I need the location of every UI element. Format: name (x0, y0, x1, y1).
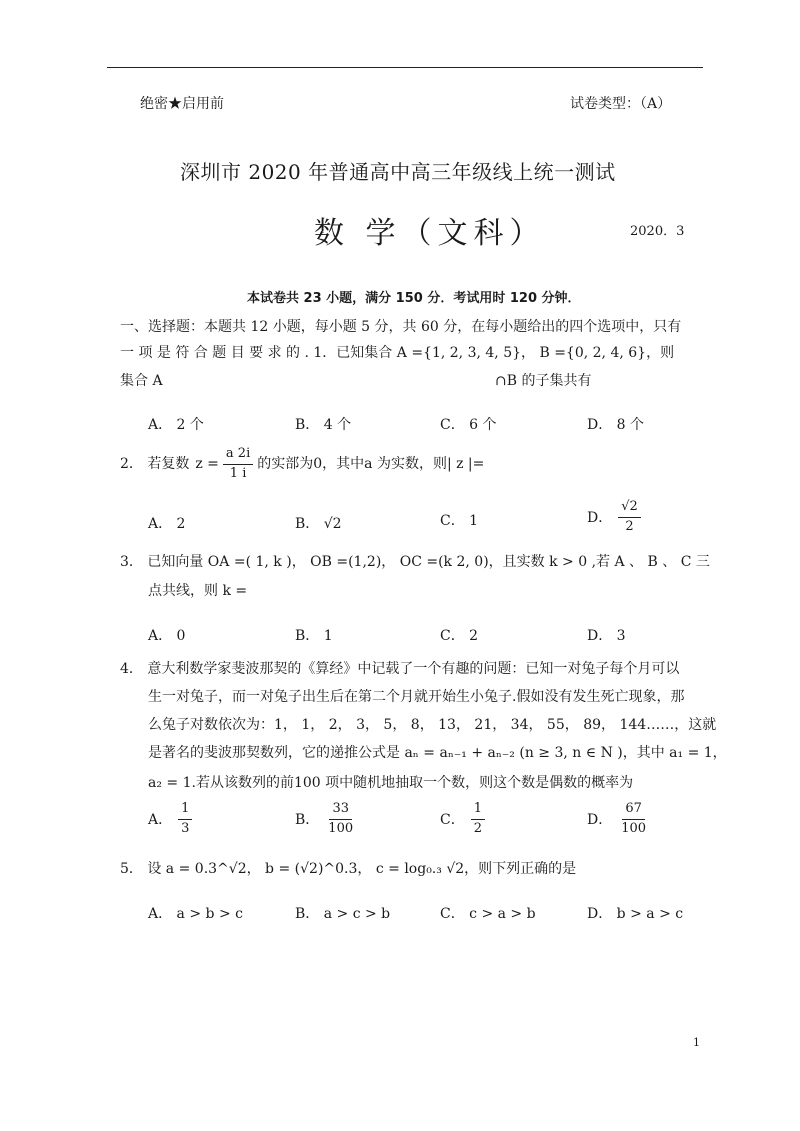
q3-option-a: A． 0 (148, 628, 186, 644)
q4-option-d-num: 67 (622, 802, 645, 820)
q4-option-d-den: 100 (621, 820, 647, 836)
header-rule (107, 67, 703, 68)
q2-suffix: 的实部为0，其中a 为实数，则| z |= (257, 456, 485, 473)
q2-option-d-fraction (618, 500, 641, 535)
q4-line4: 是著名的斐波那契数列，它的递推公式是 aₙ = aₙ₋₁ + aₙ₋₂ (n ≥ 3, n ∈ N )，其中 a₁ = 1， (148, 745, 727, 761)
q4-option-d-fraction (618, 802, 649, 837)
q2-option-d-label: D． (587, 510, 613, 527)
q5-option-b: B． a > c > b (295, 906, 391, 922)
confidential-label: 绝密★启用前 (140, 96, 224, 112)
q4-option-a-den: 3 (181, 820, 190, 836)
q4-line2: 生一对兔子，而一对兔子出生后在第二个月就开始生小兔子.假如没有发生死亡现象，那 (148, 689, 685, 705)
q2-fraction (223, 447, 253, 482)
q2-stem (120, 447, 484, 482)
q2-option-d-den: 2 (625, 518, 634, 534)
q4-option-c-label: C． (440, 812, 465, 829)
q4-option-a (148, 802, 192, 837)
q3-option-b: B． 1 (295, 628, 333, 644)
q4-option-b (295, 802, 356, 837)
subject-title: 数 学（文科） (314, 216, 546, 251)
q2-option-d-num: √2 (618, 500, 641, 518)
q1-option-d: D． 8 个 (587, 417, 645, 433)
q5-option-c: C． c > a > b (440, 906, 536, 922)
q1-line3a: 集合 A (120, 373, 163, 389)
q2-prefix: 2． 若复数 (120, 456, 190, 473)
paper-type-label: 试卷类型：（A） (570, 96, 672, 112)
q4-option-b-num: 33 (329, 802, 352, 820)
q4-option-a-label: A． (148, 812, 173, 829)
q1-option-c: C． 6 个 (440, 417, 497, 433)
q4-option-c (440, 802, 485, 837)
exam-title: 深圳市 2020 年普通高中高三年级线上统一测试 (180, 160, 616, 184)
q4-line5: a₂ = 1.若从该数列的前100 项中随机地抽取一个数，则这个数是偶数的概率为 (148, 775, 634, 791)
q3-option-c: C． 2 (440, 628, 479, 644)
q4-option-a-fraction (178, 802, 192, 837)
q1-line3b: ∩B 的子集共有 (495, 373, 592, 389)
q5-line1: 5． 设 a = 0.3^√2， b = (√2)^0.3， c = log₀.₃ √2，则下列正确的是 (120, 861, 577, 877)
q4-option-b-den: 100 (328, 820, 354, 836)
q4-option-d-label: D． (587, 812, 613, 829)
q2-z: z = (195, 456, 219, 473)
exam-intro: 本试卷共 23 小题，满分 150 分．考试用时 120 分钟． (247, 291, 581, 306)
q2-fraction-num: a 2i (223, 447, 253, 465)
q4-option-c-fraction (471, 802, 485, 837)
q2-fraction-den: 1 i (229, 465, 247, 481)
q4-option-d (587, 802, 649, 837)
q2-option-b: B． √2 (295, 516, 342, 532)
q3-line1: 3． 已知向量 OA =( 1, k )， OB =(1,2)， OC =(k 2, 0)，且实数 k > 0 ,若 A 、 B 、 C 三 (120, 554, 710, 570)
q4-line1: 4． 意大利数学家斐波那契的《算经》中记载了一个有趣的问题：已知一对兔子每个月可以 (120, 661, 680, 677)
q1-option-a: A． 2 个 (148, 417, 204, 433)
q5-option-d: D． b > a > c (587, 906, 684, 922)
q4-option-b-fraction (325, 802, 356, 837)
q4-option-b-label: B． (295, 812, 320, 829)
page-number: 1 (693, 1036, 700, 1049)
q3-option-d: D． 3 (587, 628, 626, 644)
section1-line2: 一 项 是 符 合 题 目 要 求 的 . 1．已知集合 A ={1, 2, 3, 4, 5}， B ={0, 2, 4, 6}，则 (120, 345, 675, 361)
q4-line3: 么兔子对数依次为：1， 1， 2， 3， 5， 8， 13， 21， 34， 55， 89， 144……，这就 (148, 717, 717, 733)
exam-date: 2020．3 (630, 224, 685, 239)
q2-option-a: A． 2 (148, 516, 186, 532)
q2-option-d (587, 500, 641, 535)
q4-option-c-den: 2 (473, 820, 482, 836)
q3-line2: 点共线，则 k = (148, 583, 248, 599)
section1-line1: 一、选择题：本题共 12 小题，每小题 5 分，共 60 分，在每小题给出的四个选项中，只有 (120, 319, 682, 335)
q5-option-a: A． a > b > c (148, 906, 243, 922)
q1-option-b: B． 4 个 (295, 417, 352, 433)
q4-option-c-num: 1 (471, 802, 485, 820)
q4-option-a-num: 1 (178, 802, 192, 820)
q2-option-c: C． 1 (440, 513, 479, 529)
